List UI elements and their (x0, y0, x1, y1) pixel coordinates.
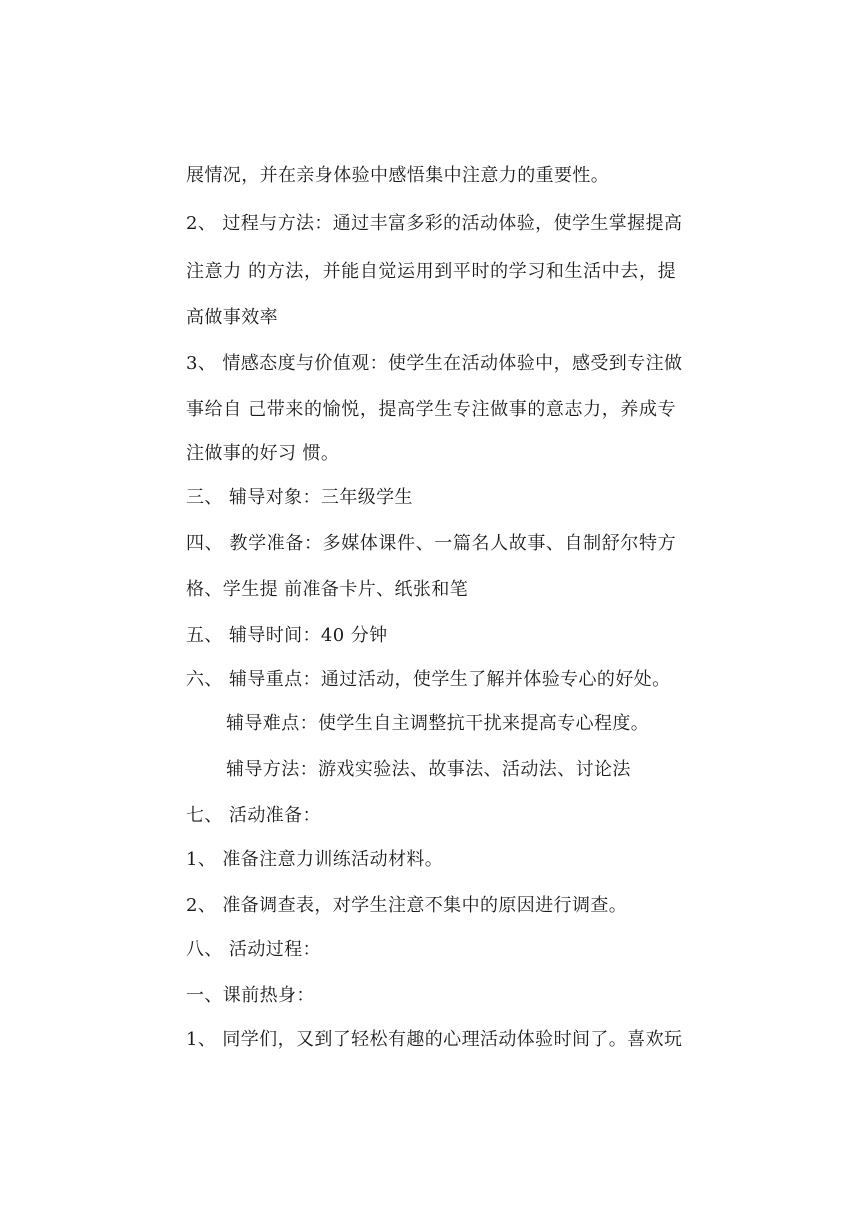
text-line: 3、 情感态度与价值观：使学生在活动体验中，感受到专注做 (186, 353, 683, 374)
text-line: 五、 辅导时间：40 分钟 (186, 625, 388, 646)
text-line: 辅导方法：游戏实验法、故事法、活动法、讨论法 (226, 759, 631, 780)
text-line: 三、 辅导对象：三年级学生 (186, 487, 413, 508)
text-line: 八、 活动过程： (186, 939, 321, 960)
text-line: 1、 同学们，又到了轻松有趣的心理活动体验时间了。喜欢玩 (186, 1029, 683, 1050)
text-line: 1、 准备注意力训练活动材料。 (186, 849, 444, 870)
text-line: 展情况，并在亲身体验中感悟集中注意力的重要性。 (186, 165, 610, 186)
text-line: 事给自 己带来的愉悦，提高学生专注做事的意志力，养成专 (186, 399, 676, 420)
text-line: 格、学生提 前准备卡片、纸张和笔 (186, 579, 469, 600)
text-line: 2、 准备调查表，对学生注意不集中的原因进行调查。 (186, 895, 628, 916)
text-line: 注做事的好习 惯。 (186, 443, 340, 464)
text-line: 六、 辅导重点：通过活动，使学生了解并体验专心的好处。 (186, 669, 671, 690)
text-line: 辅导难点：使学生自主调整抗干扰来提高专心程度。 (226, 713, 650, 734)
text-line: 高做事效率 (186, 307, 278, 328)
text-line: 注意力 的方法，并能自觉运用到平时的学习和生活中去，提 (186, 261, 676, 282)
text-line: 2、 过程与方法：通过丰富多彩的活动体验，使学生掌握提高 (186, 213, 683, 234)
text-line: 四、 教学准备：多媒体课件、一篇名人故事、自制舒尔特方 (186, 533, 676, 554)
text-line: 一、课前热身： (186, 985, 315, 1006)
text-line: 七、 活动准备： (186, 805, 321, 826)
